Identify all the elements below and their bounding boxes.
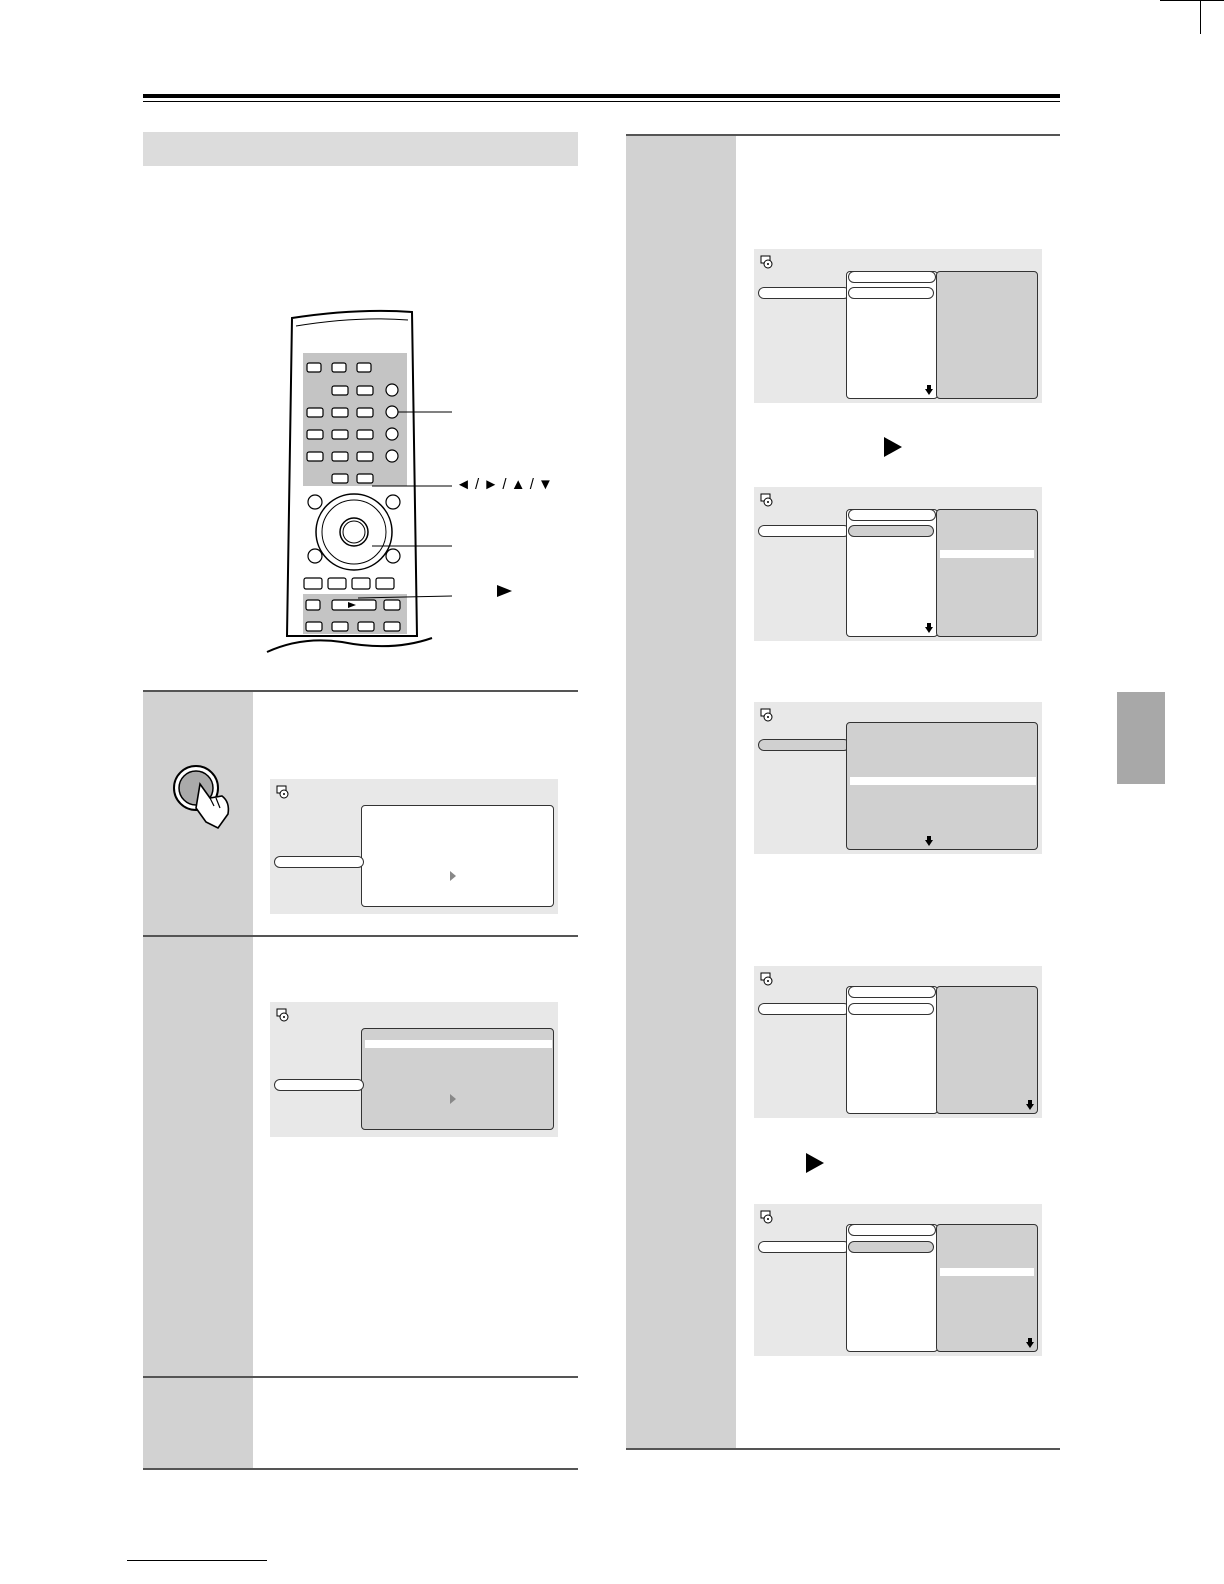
crop-mark-top <box>1160 0 1224 1</box>
osd-screen-4 <box>754 487 1042 641</box>
play-icon <box>806 1153 824 1173</box>
menu-tab-selected <box>758 1241 850 1253</box>
submenu-arrow-icon <box>450 871 456 881</box>
submenu-header <box>848 271 936 283</box>
options-panel <box>936 986 1038 1114</box>
disc-icon <box>760 708 774 722</box>
section-title-band <box>143 132 578 166</box>
header-rule <box>143 94 1060 98</box>
menu-panel <box>361 805 554 907</box>
disc-icon <box>760 493 774 507</box>
scroll-down-icon <box>925 389 933 395</box>
option-highlight[interactable] <box>940 550 1034 558</box>
option-highlight[interactable] <box>850 777 1036 785</box>
play-icon <box>497 585 512 597</box>
disc-icon <box>276 1008 290 1022</box>
disc-icon <box>760 255 774 269</box>
menu-tab-selected <box>758 1003 850 1015</box>
submenu-item <box>848 525 934 537</box>
submenu-arrow-icon <box>450 1094 456 1104</box>
step2-bar <box>143 937 253 1377</box>
osd-screen-7 <box>754 1204 1042 1356</box>
osd-screen-6 <box>754 966 1042 1118</box>
step-divider <box>626 1448 1060 1450</box>
submenu-item <box>848 1241 934 1253</box>
menu-tab-selected <box>758 525 850 537</box>
menu-tab-selected <box>758 739 850 751</box>
osd-screen-1 <box>270 779 558 914</box>
menu-highlight[interactable] <box>365 1040 552 1048</box>
crop-mark-top-vertical <box>1200 0 1201 34</box>
step-divider <box>143 1468 578 1470</box>
step4-bar <box>626 136 736 1448</box>
options-panel <box>936 271 1038 399</box>
submenu-header <box>848 986 936 998</box>
submenu-header <box>848 509 936 521</box>
options-panel <box>936 1224 1038 1352</box>
osd-screen-3 <box>754 249 1042 403</box>
disc-icon <box>276 785 290 799</box>
header-rule-thin <box>143 101 1060 102</box>
scroll-down-icon <box>925 627 933 633</box>
disc-icon <box>760 1210 774 1224</box>
submenu-item <box>848 287 934 299</box>
scroll-down-icon <box>925 840 933 846</box>
osd-screen-5 <box>754 702 1042 854</box>
crop-mark-bottom <box>127 1560 267 1561</box>
submenu-item <box>848 1003 934 1015</box>
scroll-down-icon <box>1026 1342 1034 1348</box>
menu-tab-selected <box>274 1079 364 1091</box>
menu-tab-selected <box>758 287 850 299</box>
chapter-tab <box>1117 692 1165 784</box>
options-panel <box>846 722 1038 850</box>
play-icon <box>884 437 902 457</box>
setup-button-icon <box>170 762 240 832</box>
disc-icon <box>760 972 774 986</box>
arrow-buttons-label: ◄ / ► / ▲ / ▼ <box>456 476 553 493</box>
scroll-down-icon <box>1026 1104 1034 1110</box>
menu-tab-selected <box>274 856 364 868</box>
option-highlight[interactable] <box>940 1268 1034 1276</box>
options-panel <box>936 509 1038 637</box>
submenu-header <box>848 1224 936 1236</box>
osd-screen-2 <box>270 1002 558 1137</box>
step3-bar <box>143 1378 253 1468</box>
